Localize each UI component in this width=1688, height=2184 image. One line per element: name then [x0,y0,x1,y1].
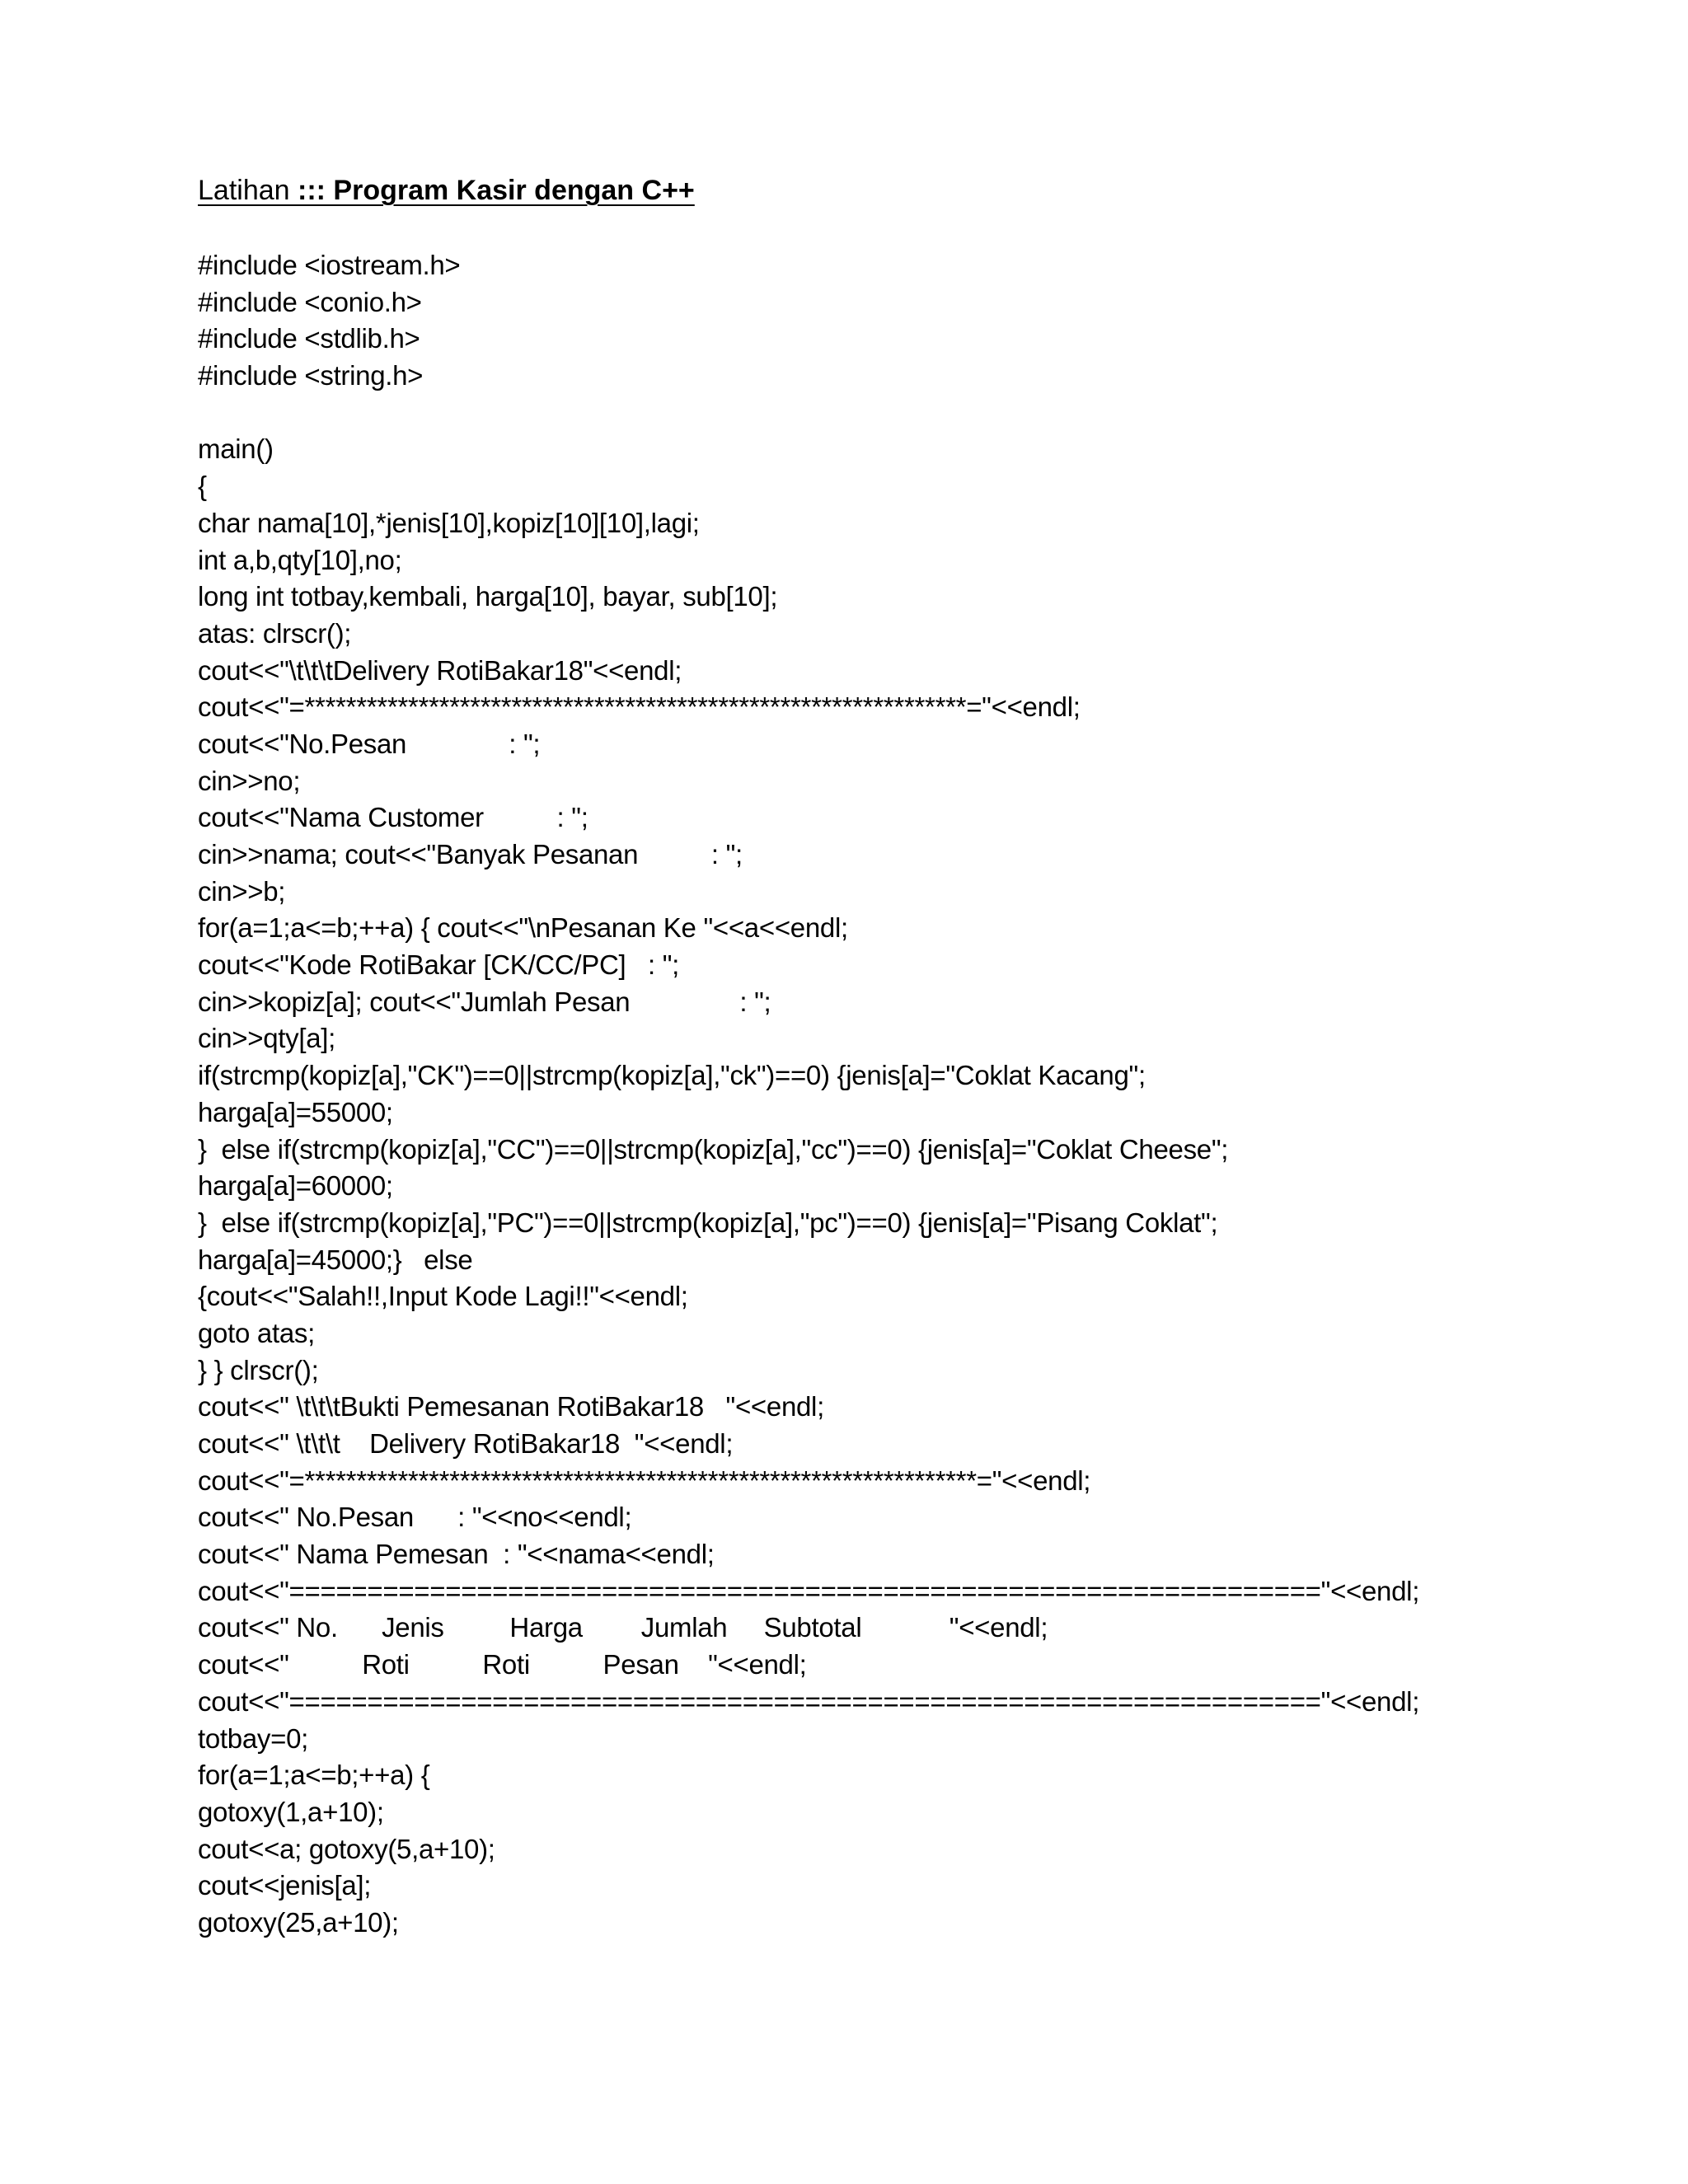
code-line: gotoxy(1,a+10); [198,1796,384,1827]
code-line: cout<<"=================================================================="<<endl; [198,1575,1420,1606]
code-line: cin>>qty[a]; [198,1023,336,1054]
title-main: ::: Program Kasir dengan C++ [298,175,695,206]
code-line: cout<<" \t\t\tBukti Pemesanan RotiBakar18 "<<endl; [198,1391,824,1422]
code-line: #include <stdlib.h> [198,323,420,354]
code-listing [198,247,1419,1942]
code-line: cout<<" No. Jenis Harga Jumlah Subtotal "<<endl; [198,1612,1048,1643]
code-line: for(a=1;a<=b;++a) { cout<<"\nPesanan Ke "<<a<<endl; [198,912,848,944]
code-line: } else if(strcmp(kopiz[a],"CC")==0||strcmp(kopiz[a],"cc")==0) {jenis[a]="Coklat Cheese"; [198,1133,1229,1165]
code-line: cout<<"=================================================================="<<endl; [198,1685,1420,1717]
code-line: cout<<"Kode RotiBakar [CK/CC/PC] : "; [198,949,679,981]
code-line: long int totbay,kembali, harga[10], bayar, sub[10]; [198,581,778,612]
code-line: cout<<"No.Pesan : "; [198,728,541,759]
title-prefix: Latihan [198,175,298,206]
code-line: for(a=1;a<=b;++a) { [198,1760,430,1791]
code-line: #include <string.h> [198,360,424,391]
code-line: cout<<" Nama Pemesan : "<<nama<<endl; [198,1539,715,1570]
code-line: totbay=0; [198,1722,308,1754]
code-line: cout<<"=*****************************************************************="<<endl; [198,1465,1091,1496]
code-line: cin>>kopiz[a]; cout<<"Jumlah Pesan : "; [198,986,771,1017]
code-line: cout<<"=****************************************************************="<<endl; [198,691,1081,723]
code-line: cin>>nama; cout<<"Banyak Pesanan : "; [198,839,743,869]
code-line: cout<<" \t\t\t Delivery RotiBakar18 "<<endl; [198,1428,734,1459]
code-line [198,395,1419,432]
code-line: cout<<" No.Pesan : "<<no<<endl; [198,1502,632,1533]
document-title [198,175,695,207]
code-line: } } clrscr(); [198,1354,319,1385]
code-line: cin>>b; [198,875,286,907]
code-line: cout<<" Roti Roti Pesan "<<endl; [198,1649,807,1680]
code-line: main() [198,434,274,465]
code-line: harga[a]=55000; [198,1096,393,1127]
code-line: char nama[10],*jenis[10],kopiz[10][10],lagi; [198,507,700,538]
code-line: cout<<a; gotoxy(5,a+10); [198,1833,495,1864]
code-line: int a,b,qty[10],no; [198,544,402,575]
code-line: { [198,471,207,502]
code-line: #include <conio.h> [198,286,422,317]
code-line: harga[a]=60000; [198,1170,393,1202]
code-line: atas: clrscr(); [198,617,352,649]
code-line: harga[a]=45000;} else [198,1244,473,1275]
code-line: {cout<<"Salah!!,Input Kode Lagi!!"<<endl; [198,1281,688,1312]
code-line: cout<<"\t\t\tDelivery RotiBakar18"<<endl; [198,654,682,686]
code-line: #include <iostream.h> [198,250,461,280]
code-line: gotoxy(25,a+10); [198,1906,399,1938]
code-line: goto atas; [198,1317,315,1348]
code-line: cin>>no; [198,765,301,796]
code-line: } else if(strcmp(kopiz[a],"PC")==0||strcmp(kopiz[a],"pc")==0) {jenis[a]="Pisang Coklat"; [198,1207,1218,1238]
code-line: cout<<jenis[a]; [198,1870,372,1901]
code-line: if(strcmp(kopiz[a],"CK")==0||strcmp(kopiz[a],"ck")==0) {jenis[a]="Coklat Kacang"; [198,1060,1146,1091]
code-line: cout<<"Nama Customer : "; [198,802,588,833]
